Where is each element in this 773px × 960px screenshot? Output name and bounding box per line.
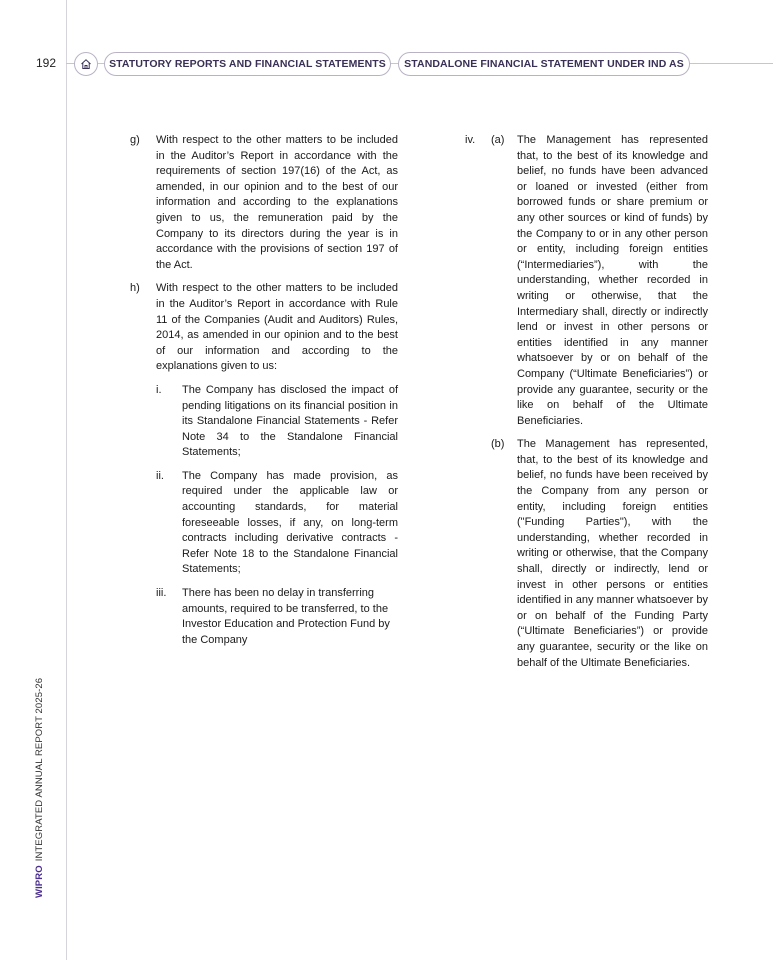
page-number: 192 xyxy=(36,56,57,70)
clause-h xyxy=(130,281,398,648)
breadcrumb-statutory-reports[interactable]: STATUTORY REPORTS AND FINANCIAL STATEMENTS xyxy=(104,52,391,76)
sidebar-divider xyxy=(66,0,67,960)
sub-clause-text: The Management has represented that, to the best of its knowledge and belief, no funds have been advanced or loaned or invested (either from borrowed funds or share premium or any other sources or kind of funds) by the Company to or in any other person or entity, including foreign entities (“Intermediaries”), with the understanding, whether recorded in writing or otherwise, that the Intermediary shall, directly or indirectly lend or invest in other persons or entities identified in any manner whatsoever by or on behalf of the Company (“Ultimate Beneficiaries”) or provide any guarantee, security or the like on behalf of the Ultimate Beneficiaries. xyxy=(517,134,708,427)
sub-clause-ii xyxy=(156,469,398,578)
clause-body xyxy=(156,281,398,648)
sub-clause-text: The Management has represented, that, to the best of its knowledge and belief, no funds have been received by the Company from any person or entity, including foreign entities ("Funding Parties"), with the understanding, whether recorded in writing or otherwise, that the Company shall, directly or indirectly, lend or invest in other persons or entities identified in any manner whatsoever by or on behalf of the Funding Party (“Ultimate Beneficiaries”) or provide any guarantee, security or the like on behalf of the Ultimate Beneficiaries. xyxy=(517,438,708,669)
sub-clause-text: The Company has made provision, as required under the applicable law or accounting standards, for material foreseeable losses, if any, on long-term contracts including derivative contracts - Refer Note 18 to the Standalone Financial Statements; xyxy=(182,469,398,576)
right-column xyxy=(465,133,708,679)
left-column xyxy=(130,133,398,656)
breadcrumb-standalone-statement[interactable]: STANDALONE FINANCIAL STATEMENT UNDER IND AS xyxy=(398,52,690,76)
sub-clause-marker: ii. xyxy=(156,469,164,482)
sub-clause-text: There has been no delay in transferring amounts, required to be transferred, to the Investor Education and Protection Fund by the Company xyxy=(182,587,390,646)
home-icon xyxy=(80,58,92,70)
clause-body xyxy=(491,133,708,679)
brand-logo-text: WIPRO xyxy=(34,865,45,898)
clause-text: With respect to the other matters to be included in the Auditor’s Report in accordance with the requirements of section 197(16) of the Act, as amended, in our opinion and to the best of our information and according to the explanations given to us, the remuneration paid by the Company to its directors during the year is in accordance with the provisions of section 197 of the Act. xyxy=(156,134,398,271)
clause-marker: g) xyxy=(130,134,140,146)
clause-marker: iv. xyxy=(465,134,476,146)
sub-clause-a xyxy=(491,133,708,429)
sub-clause-marker: i. xyxy=(156,383,162,396)
sub-clause-iii xyxy=(156,586,398,648)
sub-clause-text: The Company has disclosed the impact of pending litigations on its financial position in its Standalone Financial Statements - Refer Note 34 to the Standalone Financial Statements; xyxy=(182,383,398,459)
sub-clause-marker: iii. xyxy=(156,587,167,600)
sub-clause-b xyxy=(491,437,708,671)
report-title: INTEGRATED ANNUAL REPORT 2025-26 xyxy=(34,677,45,862)
report-sidebar-label xyxy=(34,678,45,898)
clause-g xyxy=(130,133,398,273)
home-button[interactable] xyxy=(74,52,98,76)
clause-iv xyxy=(465,133,708,679)
clause-text: With respect to the other matters to be included in the Auditor’s Report in accordance with Rule 11 of the Companies (Audit and Auditors) Rules, 2014, as amended in our opinion and to the best of our information and according to the explanations given to us: xyxy=(156,282,398,373)
sub-clause-i xyxy=(156,383,398,461)
sub-clause-marker: (a) xyxy=(491,134,505,146)
clause-marker: h) xyxy=(130,282,140,295)
sub-clause-marker: (b) xyxy=(491,438,505,451)
